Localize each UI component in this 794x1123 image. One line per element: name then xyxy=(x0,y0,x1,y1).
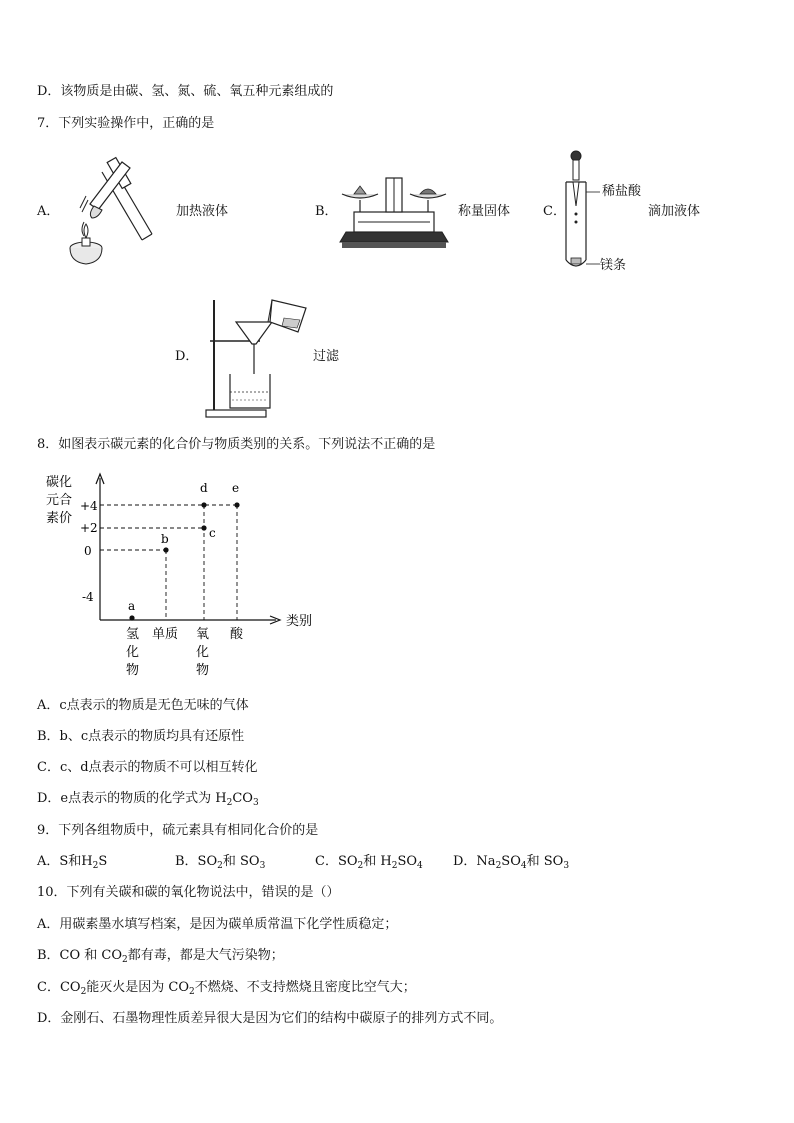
q10-c-text3: 不燃烧、不支持燃烧且密度比空气大； xyxy=(194,980,416,995)
prev-question-option-d: D．该物质是由碳、氢、氮、硫、氧五种元素组成的 xyxy=(37,84,334,99)
q9-a-sub: 2 xyxy=(92,861,99,871)
point-label-d: d xyxy=(200,481,208,495)
q9-b-text: B．SO xyxy=(175,854,218,869)
q9-c-sub3: 4 xyxy=(417,861,423,871)
point-c xyxy=(201,525,206,530)
x-cat-hydride-1: 氢 xyxy=(126,627,140,642)
q9-stem: 9．下列各组物质中，硫元素具有相同化合价的是 xyxy=(37,823,319,838)
y-axis-label-line1: 碳化 xyxy=(46,475,73,490)
q7-option-a-caption: 加热液体 xyxy=(176,204,229,219)
q9-c-text2: 和 H xyxy=(363,854,392,869)
q7-option-d-caption: 过滤 xyxy=(313,349,340,364)
q7-option-b-caption: 称量固体 xyxy=(458,204,511,219)
q10-c-sub1: 2 xyxy=(80,987,87,997)
q9-c-text3: SO xyxy=(397,854,418,869)
x-cat-hydride-3: 物 xyxy=(126,663,140,678)
y-tick-minus4: -4 xyxy=(82,590,94,604)
point-label-a: a xyxy=(128,599,136,613)
x-cat-element: 单质 xyxy=(152,627,179,642)
q9-a-text2: S xyxy=(98,854,108,869)
q10-c-sub2: 2 xyxy=(189,987,195,997)
q9-d-sub2: 4 xyxy=(520,861,527,871)
q9-c-text: C．SO xyxy=(315,854,358,869)
q9-option-b xyxy=(175,854,265,870)
q9-b-text2: 和 SO xyxy=(222,854,260,869)
dropper-test-tube-illustration xyxy=(562,148,602,276)
point-label-e: e xyxy=(232,481,240,495)
q8-option-d-co: CO xyxy=(232,791,253,806)
q10-b-text: B．CO 和 CO xyxy=(37,948,123,963)
q7-option-b-letter: B． xyxy=(315,204,338,219)
q10-b-text2: 都有毒，都是大气污染物； xyxy=(127,948,284,963)
q7-option-d-letter: D． xyxy=(175,349,199,364)
q10-option-c xyxy=(37,980,416,996)
q7-option-c-caption: 滴加液体 xyxy=(648,204,701,219)
q10-c-text2: 能灭火是因为 CO xyxy=(86,980,190,995)
q8-option-d-sub1: 2 xyxy=(226,798,233,808)
q8-option-d-sub2: 3 xyxy=(252,798,259,808)
q8-option-d-text: D．e点表示的物质的化学式为 H xyxy=(37,791,227,806)
q10-option-a: A．用碳素墨水填写档案，是因为碳单质常温下化学性质稳定； xyxy=(37,917,398,932)
q10-c-text: C．CO xyxy=(37,980,81,995)
x-cat-oxide-3: 物 xyxy=(196,663,210,678)
x-cat-oxide-2: 化 xyxy=(196,645,210,660)
x-cat-oxide-1: 氧 xyxy=(196,627,210,642)
q10-option-d: D．金刚石、石墨物理性质差异很大是因为它们的结构中碳原子的排列方式不同。 xyxy=(37,1011,503,1026)
y-axis-label-line2: 元合 xyxy=(46,493,73,508)
q9-d-sub3: 3 xyxy=(563,861,570,871)
point-e xyxy=(234,502,239,507)
heating-liquid-illustration xyxy=(62,152,174,270)
point-d xyxy=(201,502,206,507)
q8-option-d xyxy=(37,791,259,807)
y-tick-plus2: +2 xyxy=(80,521,98,535)
q9-option-d xyxy=(453,854,569,870)
filtration-illustration xyxy=(200,294,312,420)
q9-d-text2: SO xyxy=(501,854,521,869)
y-tick-plus4: +4 xyxy=(80,499,98,513)
q10-stem: 10．下列有关碳和碳的氧化物说法中，错误的是（） xyxy=(37,885,340,900)
q7-stem: 7．下列实验操作中，正确的是 xyxy=(37,116,215,131)
x-cat-acid: 酸 xyxy=(230,627,244,642)
point-a xyxy=(129,615,134,620)
q10-b-sub: 2 xyxy=(122,955,128,965)
q9-d-sub1: 2 xyxy=(495,861,502,871)
q7-option-a-letter: A． xyxy=(37,204,60,219)
q9-b-sub2: 3 xyxy=(259,861,266,871)
q9-c-sub2: 2 xyxy=(391,861,398,871)
x-cat-hydride-2: 化 xyxy=(126,645,140,660)
q9-option-c xyxy=(315,854,423,870)
q8-option-b: B．b、c点表示的物质均具有还原性 xyxy=(37,729,245,744)
q9-d-text: D．Na xyxy=(453,854,496,869)
q9-a-text: A．S和H xyxy=(37,854,93,869)
q9-d-text3: 和 SO xyxy=(526,854,564,869)
q7-option-c-letter: C． xyxy=(543,204,566,219)
q7-label-dilute-hcl: 稀盐酸 xyxy=(602,184,642,199)
q9-option-a xyxy=(37,854,107,870)
q9-c-sub1: 2 xyxy=(357,861,364,871)
q10-option-b xyxy=(37,948,284,964)
point-b xyxy=(163,547,168,552)
q8-option-c: C．c、d点表示的物质不可以相互转化 xyxy=(37,760,258,775)
valence-category-chart xyxy=(44,470,334,686)
y-tick-0: 0 xyxy=(84,544,92,558)
x-axis-label: 类别 xyxy=(286,614,313,629)
point-label-b: b xyxy=(161,532,169,546)
q8-stem: 8．如图表示碳元素的化合价与物质类别的关系。下列说法不正确的是 xyxy=(37,437,436,452)
q7-label-magnesium: 镁条 xyxy=(600,258,627,273)
q9-b-sub1: 2 xyxy=(217,861,223,871)
point-label-c: c xyxy=(209,526,216,540)
balance-scale-illustration xyxy=(336,172,452,252)
q8-option-a: A．c点表示的物质是无色无味的气体 xyxy=(37,698,249,713)
y-axis-label-line3: 素价 xyxy=(46,511,73,526)
